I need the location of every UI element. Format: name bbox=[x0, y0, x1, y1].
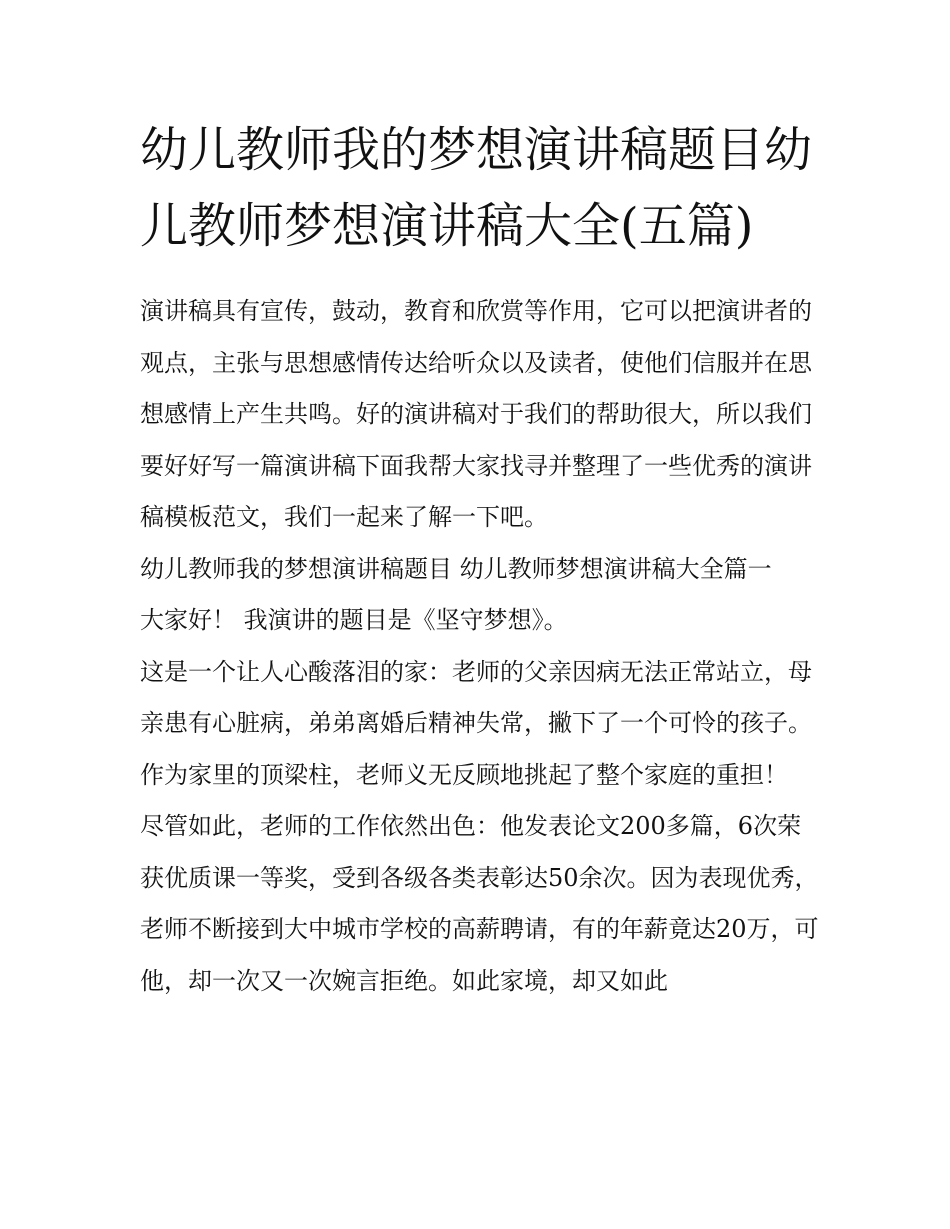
document-content bbox=[140, 112, 820, 1007]
paragraph-section-heading: 幼儿教师我的梦想演讲稿题目 幼儿教师梦想演讲稿大全篇一 bbox=[140, 554, 772, 583]
paragraph-family: 这是一个让人心酸落泪的家：老师的父亲因病无法正常站立，母亲患有心脏病，弟弟离婚后精神失常，撇下了一个可怜的孩子。作为家里的顶梁柱，老师义无反顾地挑起了整个家庭的重担！ bbox=[140, 657, 812, 789]
paragraph-achievements: 尽管如此，老师的工作依然出色：他发表论文200多篇，6次荣获优质课一等奖，受到各级各类表彰达50余次。因为表现优秀，老师不断接到大中城市学校的高薪聘请，有的年薪竟达20万，可他，却一次又一次婉言拒绝。如此家境，却又如此 bbox=[140, 812, 819, 995]
document-title: 幼儿教师我的梦想演讲稿题目幼儿教师梦想演讲稿大全(五篇) bbox=[140, 122, 813, 254]
paragraph-intro: 演讲稿具有宣传，鼓动，教育和欣赏等作用，它可以把演讲者的观点，主张与思想感情传达给听众以及读者，使他们信服并在思想感情上产生共鸣。好的演讲稿对于我们的帮助很大，所以我们要好好写一篇演讲稿下面我帮大家找寻并整理了一些优秀的演讲稿模板范文，我们一起来了解一下吧。 bbox=[140, 297, 812, 531]
paragraph-greeting: 大家好！ 我演讲的题目是《坚守梦想》。 bbox=[140, 606, 568, 634]
